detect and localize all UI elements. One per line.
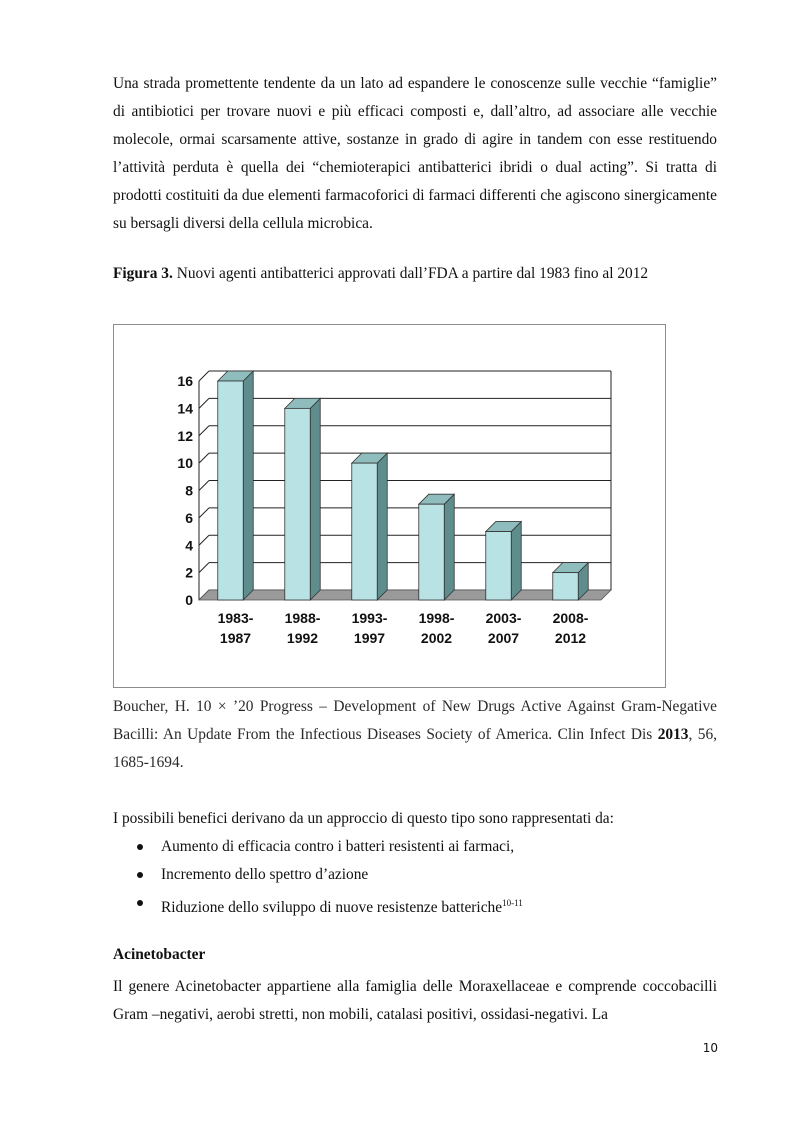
reference-year: 2013 [657,726,689,743]
x-tick-label: 1993- [351,610,388,626]
x-tick-label: 2008- [552,610,589,626]
bar-side [444,494,454,600]
figure-bar-chart [113,324,666,688]
x-tick-label: 1997 [353,630,386,646]
y-tick-label: 2 [185,564,193,581]
gridline-side [199,535,209,545]
y-tick-label: 12 [177,427,193,444]
reference-text-end: , 56, 1685-1694. [113,726,717,771]
bar-side [511,522,521,600]
list-item [113,889,523,917]
x-tick-label: 1988- [284,610,321,626]
bar [285,408,310,600]
figure-caption [113,265,648,283]
x-tick-label: 1998- [418,610,455,626]
benefits-intro: I possibili benefici derivano da un approccio di questo tipo sono rappresentati da: [113,810,614,827]
gridline-side [199,563,209,573]
list-item-text: Incremento dello spettro d’azione [161,866,369,883]
figure-label: Figura 3. [113,265,173,282]
bar [553,573,578,600]
x-tick-label: 2012 [554,630,587,646]
gridline-side [199,453,209,463]
list-item [113,833,523,861]
benefits-list [113,833,523,917]
gridline-side [199,398,209,408]
section-paragraph: Il genere Acinetobacter appartiene alla famiglia delle Moraxellaceae e comprende coccobacilli Gram –negativi, aerobi stretti, non mobili, catalasi positivi, ossidasi-negativi. La [113,978,717,1023]
y-tick-label: 8 [185,482,193,499]
chart-floor [199,590,611,600]
gridline-side [199,426,209,436]
bar [218,381,243,600]
y-tick-label: 14 [177,400,193,417]
intro-paragraph: Una strada promettente tendente da un lato ad espandere le conoscenze sulle vecchie “famiglie” di antibiotici per trovare nuovi e più efficaci composti e, dall’altro, ad associare alle vecchie molecole, ormai scarsamente attive, sostanze in grado di agire in tandem con esse restituendo l’attività perduta è quella dei “chemioterapici antibatterici ibridi o dual acting”. Si tratta di prodotti costituiti da due elementi farmacoforici di farmaci differenti che agiscono sinergicamente su bersagli diversi della cellula microbica. [113,75,717,232]
gridline-side [199,371,209,381]
list-item-text: Aumento di efficacia contro i batteri resistenti ai farmaci, [161,838,515,855]
x-tick-label: 2007 [487,630,520,646]
gridline-side [199,481,209,491]
x-tick-label: 2003- [485,610,522,626]
x-tick-label: 2002 [420,630,453,646]
x-tick-label: 1992 [286,630,319,646]
chart-svg [114,325,667,689]
bar [352,463,377,600]
y-tick-label: 10 [177,455,193,472]
section-heading: Acinetobacter [113,946,206,963]
citation-superscript: 10-11 [502,898,523,908]
bar-side [377,453,387,600]
bar [486,532,511,600]
reference-text: Boucher, H. 10 × ’20 Progress – Development of New Drugs Active Against Gram-Negative Bacilli: An Update From the Infectious Diseases Society of America. Clin Infect Dis [113,698,717,743]
bar-side [243,371,253,600]
gridline-side [199,508,209,518]
y-tick-label: 6 [185,509,193,526]
list-item-text: Riduzione dello sviluppo di nuove resistenze batteriche [161,899,503,916]
x-tick-label: 1983- [217,610,254,626]
list-item [113,861,523,889]
x-tick-label: 1987 [219,630,252,646]
bar-side [310,398,320,600]
figure-reference [113,693,717,777]
y-tick-label: 16 [177,373,193,389]
figure-caption-text: Nuovi agenti antibatterici approvati dall’FDA a partire dal 1983 fino al 2012 [172,265,649,282]
y-tick-label: 0 [185,592,193,608]
page-number: 10 [702,1041,718,1055]
bar [419,504,444,600]
y-tick-label: 4 [185,537,193,554]
